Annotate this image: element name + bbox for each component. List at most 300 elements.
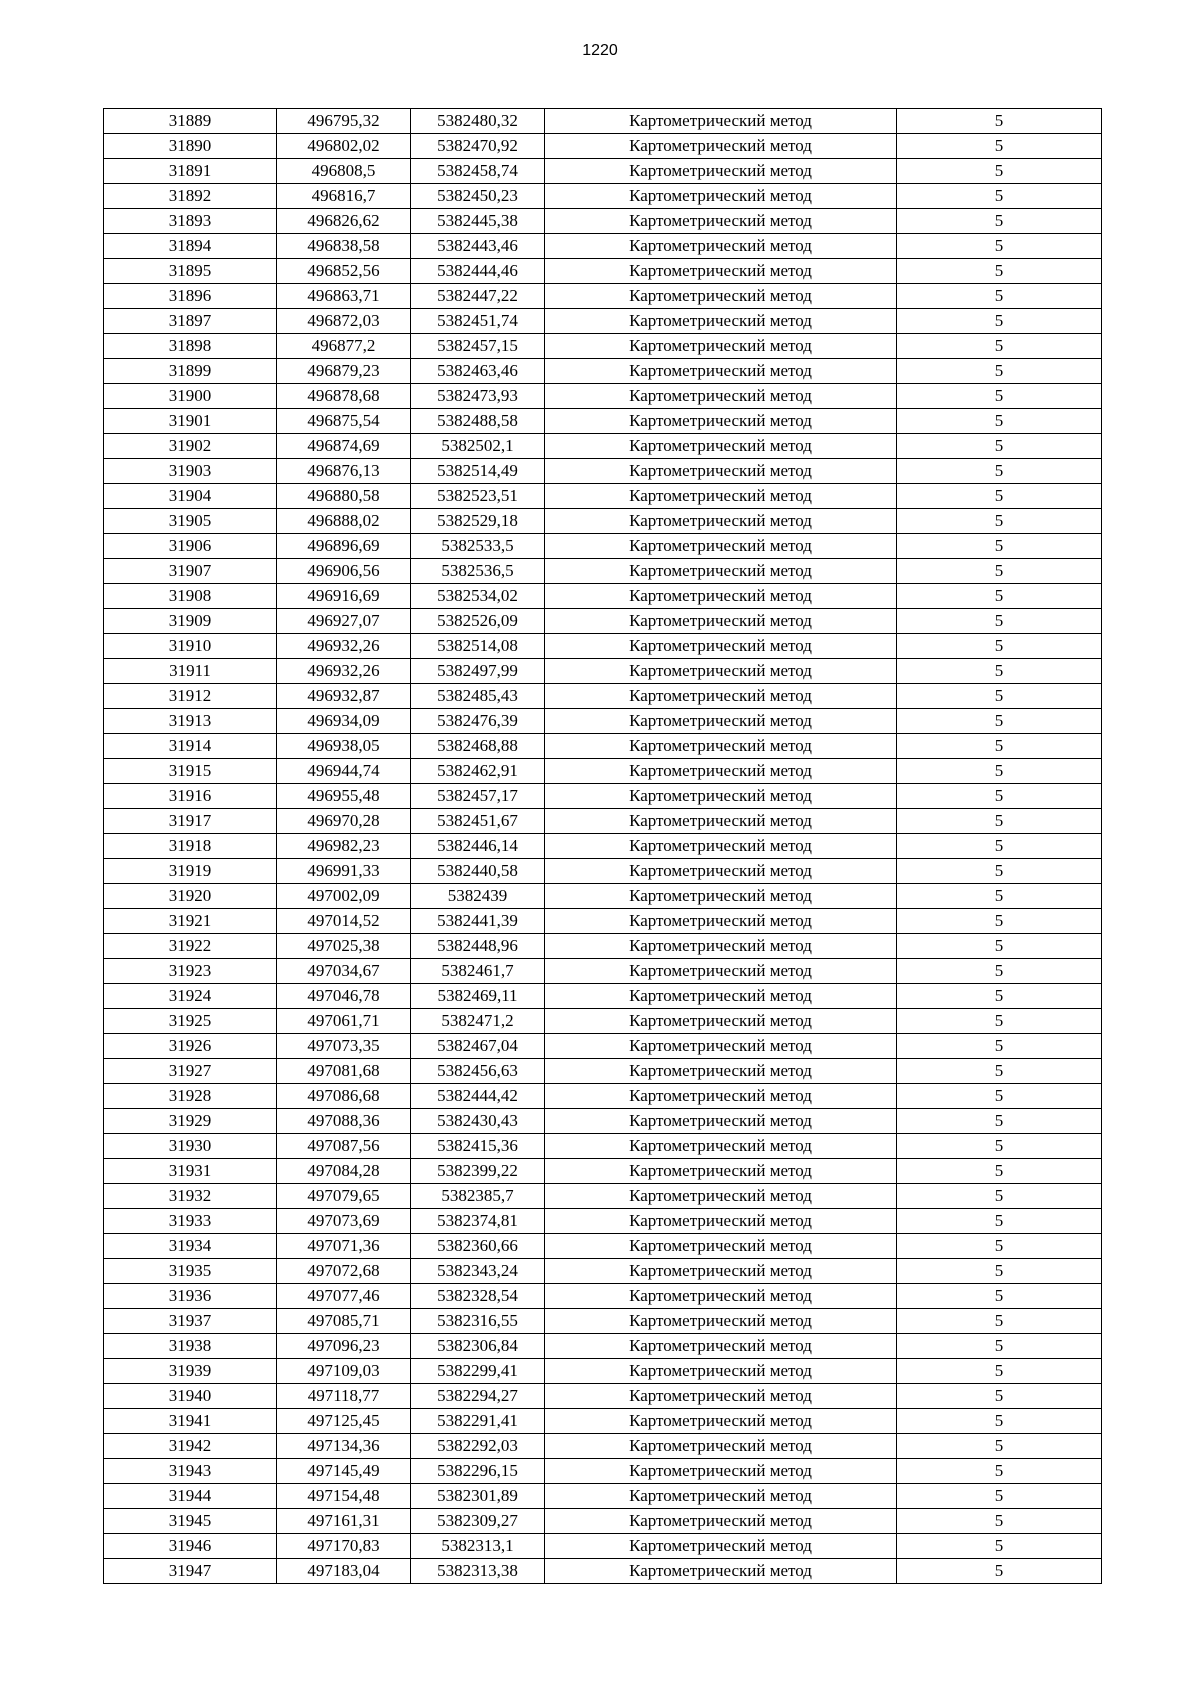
x-coordinate-cell: 496932,26: [277, 634, 411, 659]
table-row: [104, 1534, 1102, 1559]
method-cell: Картометрический метод: [545, 959, 897, 984]
method-cell: Картометрический метод: [545, 1209, 897, 1234]
y-coordinate-cell: 5382313,38: [411, 1559, 545, 1584]
method-cell: Картометрический метод: [545, 309, 897, 334]
point-number-cell: 31917: [104, 809, 277, 834]
y-coordinate-cell: 5382292,03: [411, 1434, 545, 1459]
accuracy-cell: 5: [897, 734, 1102, 759]
y-coordinate-cell: 5382399,22: [411, 1159, 545, 1184]
x-coordinate-cell: 497183,04: [277, 1559, 411, 1584]
method-cell: Картометрический метод: [545, 759, 897, 784]
point-number-cell: 31928: [104, 1084, 277, 1109]
accuracy-cell: 5: [897, 159, 1102, 184]
y-coordinate-cell: 5382294,27: [411, 1384, 545, 1409]
table-row: [104, 434, 1102, 459]
accuracy-cell: 5: [897, 1409, 1102, 1434]
y-coordinate-cell: 5382471,2: [411, 1009, 545, 1034]
x-coordinate-cell: 497161,31: [277, 1509, 411, 1534]
x-coordinate-cell: 497096,23: [277, 1334, 411, 1359]
y-coordinate-cell: 5382296,15: [411, 1459, 545, 1484]
y-coordinate-cell: 5382473,93: [411, 384, 545, 409]
method-cell: Картометрический метод: [545, 1334, 897, 1359]
accuracy-cell: 5: [897, 134, 1102, 159]
accuracy-cell: 5: [897, 184, 1102, 209]
accuracy-cell: 5: [897, 1559, 1102, 1584]
method-cell: Картометрический метод: [545, 734, 897, 759]
y-coordinate-cell: 5382301,89: [411, 1484, 545, 1509]
table-row: [104, 1384, 1102, 1409]
y-coordinate-cell: 5382444,42: [411, 1084, 545, 1109]
table-row: [104, 759, 1102, 784]
point-number-cell: 31940: [104, 1384, 277, 1409]
table-row: [104, 1009, 1102, 1034]
method-cell: Картометрический метод: [545, 909, 897, 934]
table-row: [104, 659, 1102, 684]
x-coordinate-cell: 496991,33: [277, 859, 411, 884]
table-row: [104, 334, 1102, 359]
method-cell: Картометрический метод: [545, 1234, 897, 1259]
point-number-cell: 31926: [104, 1034, 277, 1059]
point-number-cell: 31944: [104, 1484, 277, 1509]
x-coordinate-cell: 496802,02: [277, 134, 411, 159]
coordinates-table: [103, 108, 1102, 1584]
table-row: [104, 1434, 1102, 1459]
table-row: [104, 809, 1102, 834]
y-coordinate-cell: 5382533,5: [411, 534, 545, 559]
x-coordinate-cell: 497134,36: [277, 1434, 411, 1459]
x-coordinate-cell: 497034,67: [277, 959, 411, 984]
accuracy-cell: 5: [897, 1084, 1102, 1109]
method-cell: Картометрический метод: [545, 509, 897, 534]
table-row: [104, 1334, 1102, 1359]
accuracy-cell: 5: [897, 1134, 1102, 1159]
x-coordinate-cell: 497085,71: [277, 1309, 411, 1334]
coordinates-table-body: [104, 109, 1102, 1584]
method-cell: Картометрический метод: [545, 1534, 897, 1559]
point-number-cell: 31902: [104, 434, 277, 459]
point-number-cell: 31943: [104, 1459, 277, 1484]
table-row: [104, 1184, 1102, 1209]
method-cell: Картометрический метод: [545, 1409, 897, 1434]
table-row: [104, 1084, 1102, 1109]
accuracy-cell: 5: [897, 284, 1102, 309]
accuracy-cell: 5: [897, 484, 1102, 509]
accuracy-cell: 5: [897, 959, 1102, 984]
method-cell: Картометрический метод: [545, 634, 897, 659]
method-cell: Картометрический метод: [545, 1034, 897, 1059]
point-number-cell: 31892: [104, 184, 277, 209]
method-cell: Картометрический метод: [545, 434, 897, 459]
accuracy-cell: 5: [897, 759, 1102, 784]
table-row: [104, 1209, 1102, 1234]
accuracy-cell: 5: [897, 884, 1102, 909]
method-cell: Картометрический метод: [545, 709, 897, 734]
point-number-cell: 31901: [104, 409, 277, 434]
table-row: [104, 384, 1102, 409]
x-coordinate-cell: 497118,77: [277, 1384, 411, 1409]
y-coordinate-cell: 5382480,32: [411, 109, 545, 134]
table-row: [104, 1309, 1102, 1334]
x-coordinate-cell: 496932,87: [277, 684, 411, 709]
method-cell: Картометрический метод: [545, 884, 897, 909]
x-coordinate-cell: 497046,78: [277, 984, 411, 1009]
point-number-cell: 31905: [104, 509, 277, 534]
y-coordinate-cell: 5382536,5: [411, 559, 545, 584]
accuracy-cell: 5: [897, 1359, 1102, 1384]
method-cell: Картометрический метод: [545, 1259, 897, 1284]
method-cell: Картометрический метод: [545, 384, 897, 409]
method-cell: Картометрический метод: [545, 359, 897, 384]
table-row: [104, 859, 1102, 884]
accuracy-cell: 5: [897, 1159, 1102, 1184]
method-cell: Картометрический метод: [545, 484, 897, 509]
y-coordinate-cell: 5382457,17: [411, 784, 545, 809]
point-number-cell: 31890: [104, 134, 277, 159]
table-row: [104, 1459, 1102, 1484]
y-coordinate-cell: 5382313,1: [411, 1534, 545, 1559]
point-number-cell: 31891: [104, 159, 277, 184]
point-number-cell: 31946: [104, 1534, 277, 1559]
y-coordinate-cell: 5382514,08: [411, 634, 545, 659]
table-row: [104, 409, 1102, 434]
point-number-cell: 31927: [104, 1059, 277, 1084]
table-row: [104, 1159, 1102, 1184]
y-coordinate-cell: 5382309,27: [411, 1509, 545, 1534]
y-coordinate-cell: 5382485,43: [411, 684, 545, 709]
point-number-cell: 31894: [104, 234, 277, 259]
point-number-cell: 31916: [104, 784, 277, 809]
method-cell: Картометрический метод: [545, 334, 897, 359]
point-number-cell: 31893: [104, 209, 277, 234]
y-coordinate-cell: 5382343,24: [411, 1259, 545, 1284]
accuracy-cell: 5: [897, 934, 1102, 959]
method-cell: Картометрический метод: [545, 1384, 897, 1409]
table-row: [104, 934, 1102, 959]
x-coordinate-cell: 496808,5: [277, 159, 411, 184]
method-cell: Картометрический метод: [545, 784, 897, 809]
method-cell: Картометрический метод: [545, 684, 897, 709]
point-number-cell: 31941: [104, 1409, 277, 1434]
table-row: [104, 909, 1102, 934]
accuracy-cell: 5: [897, 1259, 1102, 1284]
x-coordinate-cell: 496838,58: [277, 234, 411, 259]
table-row: [104, 509, 1102, 534]
y-coordinate-cell: 5382439: [411, 884, 545, 909]
y-coordinate-cell: 5382470,92: [411, 134, 545, 159]
accuracy-cell: 5: [897, 334, 1102, 359]
accuracy-cell: 5: [897, 309, 1102, 334]
point-number-cell: 31913: [104, 709, 277, 734]
point-number-cell: 31925: [104, 1009, 277, 1034]
table-row: [104, 709, 1102, 734]
method-cell: Картометрический метод: [545, 559, 897, 584]
table-row: [104, 1109, 1102, 1134]
method-cell: Картометрический метод: [545, 1184, 897, 1209]
y-coordinate-cell: 5382446,14: [411, 834, 545, 859]
table-row: [104, 1034, 1102, 1059]
point-number-cell: 31935: [104, 1259, 277, 1284]
table-row: [104, 159, 1102, 184]
method-cell: Картометрический метод: [545, 159, 897, 184]
y-coordinate-cell: 5382467,04: [411, 1034, 545, 1059]
table-row: [104, 209, 1102, 234]
x-coordinate-cell: 496970,28: [277, 809, 411, 834]
accuracy-cell: 5: [897, 1059, 1102, 1084]
x-coordinate-cell: 497014,52: [277, 909, 411, 934]
point-number-cell: 31923: [104, 959, 277, 984]
point-number-cell: 31922: [104, 934, 277, 959]
point-number-cell: 31904: [104, 484, 277, 509]
accuracy-cell: 5: [897, 609, 1102, 634]
point-number-cell: 31897: [104, 309, 277, 334]
accuracy-cell: 5: [897, 859, 1102, 884]
method-cell: Картометрический метод: [545, 1084, 897, 1109]
point-number-cell: 31939: [104, 1359, 277, 1384]
x-coordinate-cell: 497073,69: [277, 1209, 411, 1234]
table-row: [104, 684, 1102, 709]
accuracy-cell: 5: [897, 1509, 1102, 1534]
table-row: [104, 834, 1102, 859]
method-cell: Картометрический метод: [545, 609, 897, 634]
point-number-cell: 31898: [104, 334, 277, 359]
x-coordinate-cell: 496938,05: [277, 734, 411, 759]
x-coordinate-cell: 496906,56: [277, 559, 411, 584]
point-number-cell: 31942: [104, 1434, 277, 1459]
method-cell: Картометрический метод: [545, 409, 897, 434]
accuracy-cell: 5: [897, 834, 1102, 859]
method-cell: Картометрический метод: [545, 1359, 897, 1384]
y-coordinate-cell: 5382468,88: [411, 734, 545, 759]
table-row: [104, 1259, 1102, 1284]
method-cell: Картометрический метод: [545, 1459, 897, 1484]
method-cell: Картометрический метод: [545, 1509, 897, 1534]
point-number-cell: 31919: [104, 859, 277, 884]
accuracy-cell: 5: [897, 434, 1102, 459]
x-coordinate-cell: 497002,09: [277, 884, 411, 909]
point-number-cell: 31895: [104, 259, 277, 284]
accuracy-cell: 5: [897, 784, 1102, 809]
y-coordinate-cell: 5382457,15: [411, 334, 545, 359]
method-cell: Картометрический метод: [545, 1309, 897, 1334]
x-coordinate-cell: 497087,56: [277, 1134, 411, 1159]
y-coordinate-cell: 5382461,7: [411, 959, 545, 984]
x-coordinate-cell: 496896,69: [277, 534, 411, 559]
x-coordinate-cell: 497081,68: [277, 1059, 411, 1084]
method-cell: Картометрический метод: [545, 859, 897, 884]
accuracy-cell: 5: [897, 209, 1102, 234]
y-coordinate-cell: 5382430,43: [411, 1109, 545, 1134]
point-number-cell: 31910: [104, 634, 277, 659]
point-number-cell: 31915: [104, 759, 277, 784]
x-coordinate-cell: 497071,36: [277, 1234, 411, 1259]
point-number-cell: 31908: [104, 584, 277, 609]
y-coordinate-cell: 5382328,54: [411, 1284, 545, 1309]
accuracy-cell: 5: [897, 659, 1102, 684]
table-row: [104, 184, 1102, 209]
x-coordinate-cell: 496872,03: [277, 309, 411, 334]
table-row: [104, 1359, 1102, 1384]
accuracy-cell: 5: [897, 1234, 1102, 1259]
accuracy-cell: 5: [897, 1209, 1102, 1234]
y-coordinate-cell: 5382526,09: [411, 609, 545, 634]
y-coordinate-cell: 5382497,99: [411, 659, 545, 684]
y-coordinate-cell: 5382415,36: [411, 1134, 545, 1159]
accuracy-cell: 5: [897, 1434, 1102, 1459]
accuracy-cell: 5: [897, 384, 1102, 409]
table-row: [104, 959, 1102, 984]
y-coordinate-cell: 5382447,22: [411, 284, 545, 309]
point-number-cell: 31909: [104, 609, 277, 634]
y-coordinate-cell: 5382529,18: [411, 509, 545, 534]
table-row: [104, 309, 1102, 334]
accuracy-cell: 5: [897, 1284, 1102, 1309]
table-row: [104, 734, 1102, 759]
table-row: [104, 634, 1102, 659]
point-number-cell: 31889: [104, 109, 277, 134]
point-number-cell: 31938: [104, 1334, 277, 1359]
page-number: 1220: [582, 42, 618, 59]
y-coordinate-cell: 5382440,58: [411, 859, 545, 884]
method-cell: Картометрический метод: [545, 459, 897, 484]
point-number-cell: 31906: [104, 534, 277, 559]
accuracy-cell: 5: [897, 1459, 1102, 1484]
accuracy-cell: 5: [897, 984, 1102, 1009]
accuracy-cell: 5: [897, 1309, 1102, 1334]
x-coordinate-cell: 497086,68: [277, 1084, 411, 1109]
accuracy-cell: 5: [897, 809, 1102, 834]
table-row: [104, 359, 1102, 384]
y-coordinate-cell: 5382534,02: [411, 584, 545, 609]
table-row: [104, 459, 1102, 484]
method-cell: Картометрический метод: [545, 1159, 897, 1184]
x-coordinate-cell: 496944,74: [277, 759, 411, 784]
point-number-cell: 31903: [104, 459, 277, 484]
table-row: [104, 234, 1102, 259]
x-coordinate-cell: 497145,49: [277, 1459, 411, 1484]
x-coordinate-cell: 496934,09: [277, 709, 411, 734]
method-cell: Картометрический метод: [545, 834, 897, 859]
table-row: [104, 1409, 1102, 1434]
y-coordinate-cell: 5382441,39: [411, 909, 545, 934]
accuracy-cell: 5: [897, 534, 1102, 559]
y-coordinate-cell: 5382476,39: [411, 709, 545, 734]
y-coordinate-cell: 5382523,51: [411, 484, 545, 509]
method-cell: Картометрический метод: [545, 659, 897, 684]
method-cell: Картометрический метод: [545, 1059, 897, 1084]
accuracy-cell: 5: [897, 584, 1102, 609]
x-coordinate-cell: 496876,13: [277, 459, 411, 484]
x-coordinate-cell: 496927,07: [277, 609, 411, 634]
y-coordinate-cell: 5382502,1: [411, 434, 545, 459]
method-cell: Картометрический метод: [545, 1559, 897, 1584]
y-coordinate-cell: 5382443,46: [411, 234, 545, 259]
y-coordinate-cell: 5382306,84: [411, 1334, 545, 1359]
table-row: [104, 609, 1102, 634]
point-number-cell: 31947: [104, 1559, 277, 1584]
y-coordinate-cell: 5382445,38: [411, 209, 545, 234]
method-cell: Картометрический метод: [545, 1009, 897, 1034]
x-coordinate-cell: 496874,69: [277, 434, 411, 459]
y-coordinate-cell: 5382458,74: [411, 159, 545, 184]
point-number-cell: 31921: [104, 909, 277, 934]
accuracy-cell: 5: [897, 359, 1102, 384]
point-number-cell: 31931: [104, 1159, 277, 1184]
method-cell: Картометрический метод: [545, 1134, 897, 1159]
y-coordinate-cell: 5382450,23: [411, 184, 545, 209]
accuracy-cell: 5: [897, 109, 1102, 134]
x-coordinate-cell: 497170,83: [277, 1534, 411, 1559]
method-cell: Картометрический метод: [545, 934, 897, 959]
accuracy-cell: 5: [897, 1534, 1102, 1559]
table-row: [104, 1284, 1102, 1309]
table-row: [104, 109, 1102, 134]
y-coordinate-cell: 5382456,63: [411, 1059, 545, 1084]
method-cell: Картометрический метод: [545, 184, 897, 209]
accuracy-cell: 5: [897, 559, 1102, 584]
table-row: [104, 284, 1102, 309]
point-number-cell: 31911: [104, 659, 277, 684]
x-coordinate-cell: 496877,2: [277, 334, 411, 359]
y-coordinate-cell: 5382444,46: [411, 259, 545, 284]
point-number-cell: 31933: [104, 1209, 277, 1234]
point-number-cell: 31930: [104, 1134, 277, 1159]
y-coordinate-cell: 5382360,66: [411, 1234, 545, 1259]
table-row: [104, 1484, 1102, 1509]
x-coordinate-cell: 497084,28: [277, 1159, 411, 1184]
x-coordinate-cell: 497072,68: [277, 1259, 411, 1284]
x-coordinate-cell: 497077,46: [277, 1284, 411, 1309]
method-cell: Картометрический метод: [545, 234, 897, 259]
table-row: [104, 134, 1102, 159]
method-cell: Картометрический метод: [545, 584, 897, 609]
x-coordinate-cell: 497079,65: [277, 1184, 411, 1209]
y-coordinate-cell: 5382463,46: [411, 359, 545, 384]
y-coordinate-cell: 5382291,41: [411, 1409, 545, 1434]
table-row: [104, 1559, 1102, 1584]
x-coordinate-cell: 497109,03: [277, 1359, 411, 1384]
accuracy-cell: 5: [897, 409, 1102, 434]
table-row: [104, 784, 1102, 809]
point-number-cell: 31932: [104, 1184, 277, 1209]
accuracy-cell: 5: [897, 1009, 1102, 1034]
method-cell: Картометрический метод: [545, 109, 897, 134]
table-row: [104, 1234, 1102, 1259]
table-row: [104, 534, 1102, 559]
accuracy-cell: 5: [897, 1334, 1102, 1359]
point-number-cell: 31914: [104, 734, 277, 759]
x-coordinate-cell: 497125,45: [277, 1409, 411, 1434]
x-coordinate-cell: 497154,48: [277, 1484, 411, 1509]
table-row: [104, 259, 1102, 284]
accuracy-cell: 5: [897, 1384, 1102, 1409]
x-coordinate-cell: 496879,23: [277, 359, 411, 384]
method-cell: Картометрический метод: [545, 534, 897, 559]
x-coordinate-cell: 497025,38: [277, 934, 411, 959]
x-coordinate-cell: 496932,26: [277, 659, 411, 684]
method-cell: Картометрический метод: [545, 1484, 897, 1509]
x-coordinate-cell: 497088,36: [277, 1109, 411, 1134]
y-coordinate-cell: 5382488,58: [411, 409, 545, 434]
accuracy-cell: 5: [897, 1484, 1102, 1509]
table-row: [104, 584, 1102, 609]
point-number-cell: 31918: [104, 834, 277, 859]
accuracy-cell: 5: [897, 509, 1102, 534]
accuracy-cell: 5: [897, 1109, 1102, 1134]
y-coordinate-cell: 5382374,81: [411, 1209, 545, 1234]
x-coordinate-cell: 497061,71: [277, 1009, 411, 1034]
point-number-cell: 31907: [104, 559, 277, 584]
y-coordinate-cell: 5382299,41: [411, 1359, 545, 1384]
